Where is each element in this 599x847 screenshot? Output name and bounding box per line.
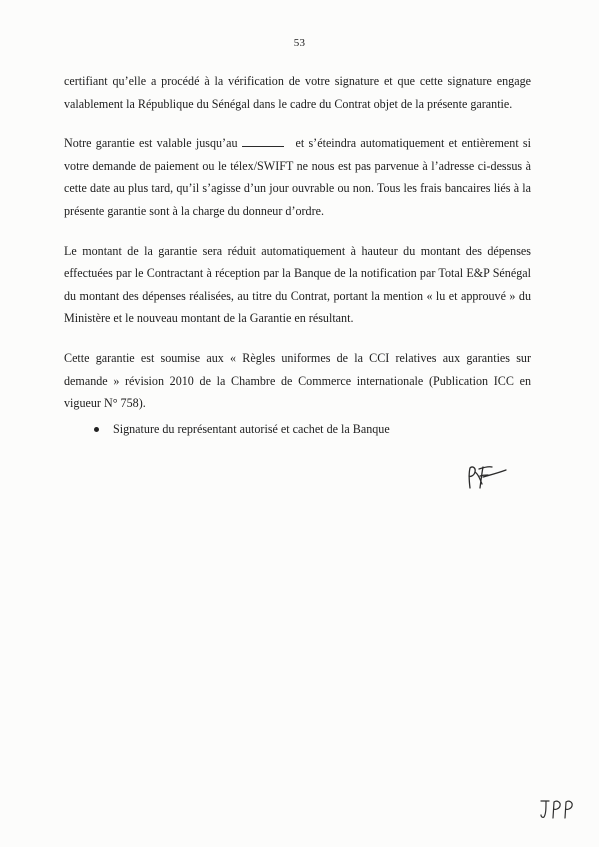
- signature-bullet-item: [94, 418, 390, 440]
- bullet-dot-icon: [94, 427, 99, 432]
- paragraph-reduction: Le montant de la garantie sera réduit automatiquement à hauteur du montant des dépenses effectuées par le Contractant à réception par la Banque de la notification par Total E&P Sénégal du montant des dépenses réalisées, au titre du Contrat, portant la mention « lu et approuvé » du Ministère et le nouveau montant de la Garantie en résultant.: [64, 243, 531, 326]
- validity-text-after-blank: et s’éteindra automatiquement et entièrement si votre demande de paiement ou le télex/SWIFT ne nous est pas parvenue à l’adresse ci-dessus à cette date au plus tard, qu’il s’agisse d’un jour ouvrable ou non. Tous les frais bancaires liés à la présente garantie sont à la charge du donneur d’ordre.: [64, 136, 532, 218]
- paragraph-rules: Cette garantie est soumise aux « Règles uniformes de la CCI relatives aux garanties sur demande » révision 2010 de la Chambre de Commerce internationale (Publication ICC en vigueur N° 758).: [64, 350, 531, 411]
- paragraph-validity: [64, 132, 531, 222]
- page-number: 53: [293, 37, 306, 49]
- validity-date-blank: [242, 137, 284, 147]
- validity-text-before-blank: Notre garantie est valable jusqu’au: [64, 136, 238, 151]
- body-text: [64, 70, 531, 432]
- paragraph-certification: certifiant qu’elle a procédé à la vérification de votre signature et que cette signature engage valablement la République du Sénégal dans le cadre du Contrat objet de la présente garantie.: [64, 74, 531, 111]
- signature-bullet-text: Signature du représentant autorisé et cachet de la Banque: [113, 422, 390, 436]
- handwritten-initials: [538, 796, 580, 822]
- handwritten-paraph: [458, 462, 514, 496]
